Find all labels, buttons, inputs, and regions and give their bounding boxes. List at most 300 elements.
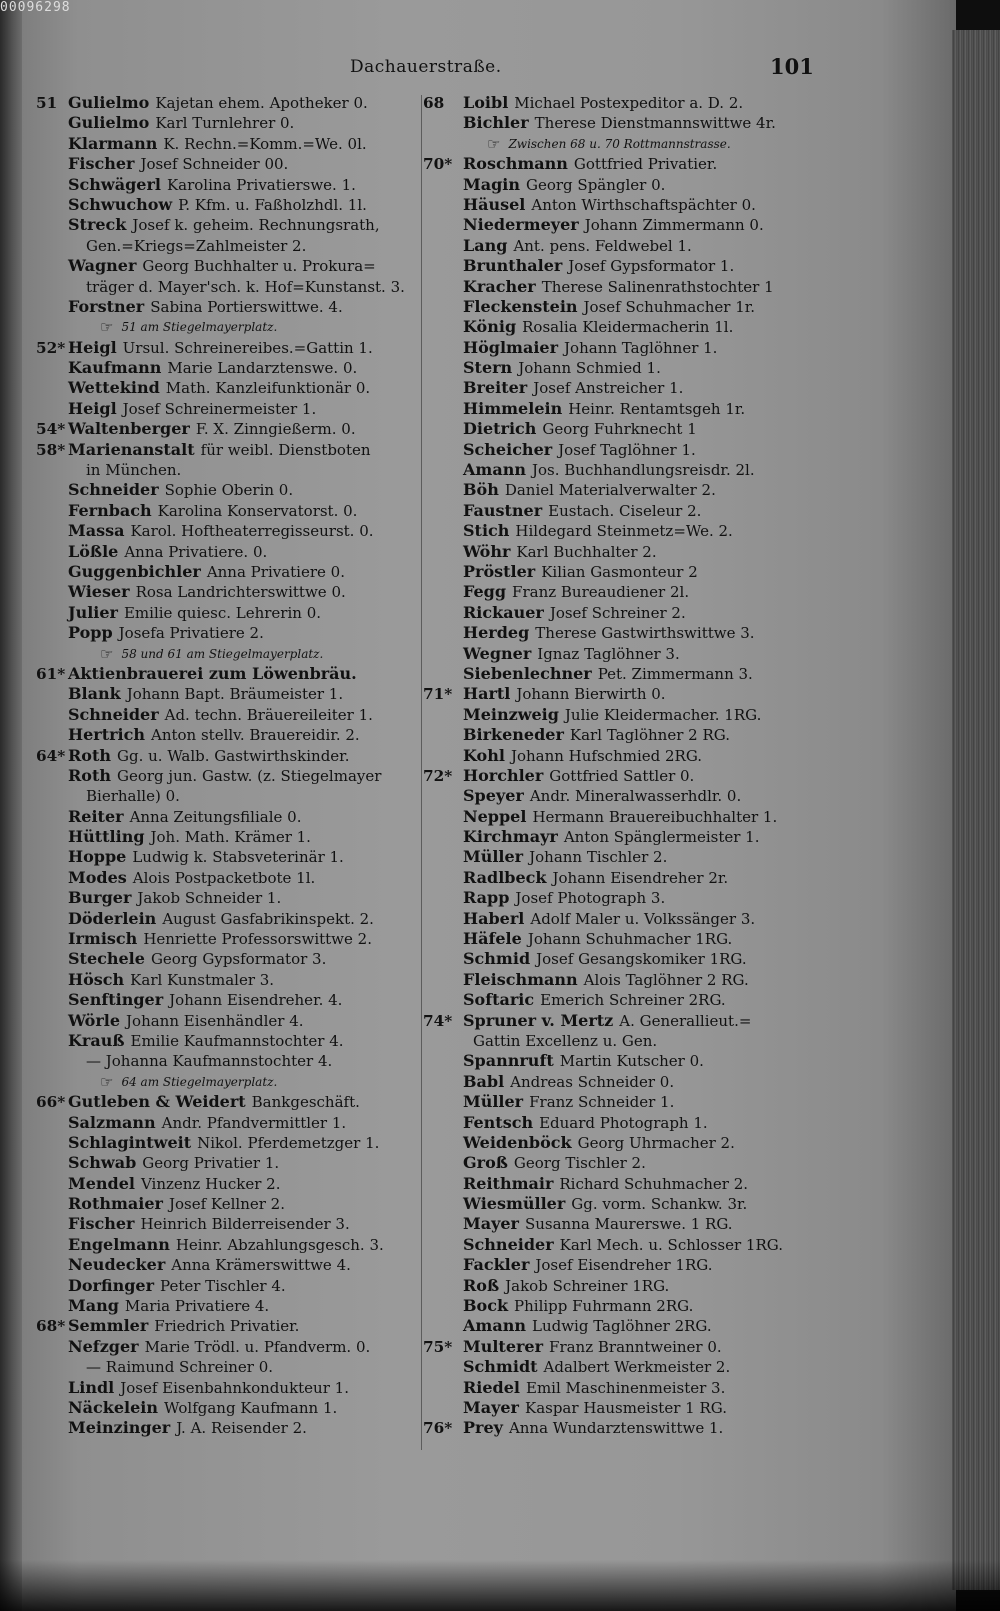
resident-surname: Klarmann (68, 133, 158, 153)
resident-details: August Gasfabrikinspekt. 2. (162, 909, 374, 928)
resident-details: Georg Gypsformator 3. (150, 950, 327, 969)
directory-entry (36, 888, 426, 908)
resident-surname: Haberl (463, 908, 525, 928)
directory-entry (36, 562, 426, 582)
resident-details: Gottfried Privatier. (573, 155, 718, 174)
resident-surname: Rickauer (463, 602, 544, 622)
resident-surname: Gulielmo (68, 113, 150, 133)
directory-entry (423, 501, 828, 521)
house-number: 76* (423, 1419, 453, 1438)
directory-entry (423, 562, 828, 582)
directory-entry (423, 277, 828, 297)
resident-details: Josef Schreinermeister 1. (122, 399, 317, 418)
resident-details: Karl Kunstmaler 3. (130, 970, 275, 989)
directory-entry (36, 1357, 426, 1377)
directory-entry (423, 195, 828, 215)
directory-entry (36, 338, 426, 358)
directory-entry (423, 154, 828, 174)
left-column (36, 93, 426, 1439)
directory-entry (36, 623, 426, 643)
cross-street-note (36, 1072, 426, 1092)
directory-entry (36, 1133, 426, 1153)
resident-details: Georg Privatier 1. (142, 1154, 280, 1173)
directory-entry (423, 297, 828, 317)
resident-surname: Birkeneder (463, 725, 564, 745)
resident-details: Georg jun. Gastw. (z. Stiegelmayer (117, 766, 382, 785)
resident-details: Susanna Maurerswe. 1 RG. (524, 1215, 733, 1234)
directory-entry (423, 909, 828, 929)
directory-entry (36, 1316, 426, 1336)
resident-surname: Wagner (68, 256, 137, 276)
directory-entry (423, 1214, 828, 1234)
resident-details: Karolina Konservatorst. 0. (157, 501, 358, 520)
resident-surname: Weidenböck (463, 1132, 572, 1152)
resident-details: Michael Postexpeditor a. D. 2. (514, 94, 744, 112)
resident-surname: Fleckenstein (463, 296, 578, 316)
directory-entry (423, 868, 828, 888)
resident-details: Josef Gypsformator 1. (568, 257, 735, 276)
resident-surname: Wörle (68, 1010, 121, 1030)
directory-entry (423, 113, 828, 133)
resident-details: Eustach. Ciseleur 2. (548, 501, 702, 520)
resident-surname: Dorfinger (68, 1275, 155, 1295)
directory-entry (423, 338, 828, 358)
resident-surname: Lang (463, 235, 508, 255)
resident-details: Kaspar Hausmeister 1 RG. (524, 1399, 727, 1417)
directory-entry (423, 1276, 828, 1296)
directory-entry (423, 807, 828, 827)
resident-surname: Herdeg (463, 623, 530, 643)
directory-entry (36, 236, 426, 256)
resident-details: Nikol. Pferdemetzger 1. (197, 1133, 380, 1152)
resident-details: Ad. techn. Bräuereileiter 1. (164, 705, 373, 724)
resident-details: A. Generallieut.= (619, 1011, 752, 1030)
resident-surname: Scheicher (463, 439, 553, 459)
right-column (423, 93, 828, 1439)
resident-surname: Fackler (463, 1255, 530, 1275)
directory-entry (423, 786, 828, 806)
resident-details: Friedrich Privatier. (154, 1317, 300, 1336)
resident-details: Sabina Portierswittwe. 4. (150, 297, 343, 316)
resident-surname: Schmidt (463, 1357, 538, 1377)
house-number: 68 (423, 94, 445, 112)
resident-details: — Johanna Kaufmannstochter 4. (86, 1052, 333, 1071)
resident-surname: Breiter (463, 378, 528, 398)
resident-surname: Rothmaier (68, 1194, 163, 1214)
resident-details: Kilian Gasmonteur 2 (541, 562, 698, 581)
directory-entry (423, 746, 828, 766)
resident-details: Julie Kleidermacher. 1RG. (564, 705, 762, 724)
directory-entry (423, 1357, 828, 1377)
resident-details: Emil Maschinenmeister 3. (526, 1378, 726, 1397)
resident-details: Anna Krämerswittwe 4. (171, 1256, 351, 1275)
house-number: 58* (36, 440, 66, 459)
resident-details: Johann Tischler 2. (529, 848, 668, 867)
directory-entry (36, 277, 426, 297)
resident-details: Alois Postpacketbote 1l. (132, 868, 316, 887)
resident-surname: Neppel (463, 806, 527, 826)
resident-details: Josef Schneider 00. (140, 155, 289, 174)
directory-entry (36, 1337, 426, 1357)
resident-surname: Loibl (463, 93, 509, 112)
resident-surname: Hartl (463, 684, 511, 704)
resident-details: Alois Taglöhner 2 RG. (583, 970, 749, 989)
resident-surname: Lindl (68, 1377, 115, 1397)
resident-details: Josef Photograph 3. (515, 889, 666, 908)
resident-details: Gg. vorm. Schankw. 3r. (571, 1195, 748, 1214)
resident-surname: Bichler (463, 113, 529, 133)
page-number: 101 (770, 54, 814, 79)
directory-entry (36, 1092, 426, 1112)
resident-details: Heinr. Abzahlungsgesch. 3. (175, 1235, 384, 1254)
resident-surname: Gutleben & Weidert (68, 1092, 246, 1112)
resident-details: Bankgeschäft. (251, 1093, 360, 1112)
directory-entry (36, 358, 426, 378)
directory-entry (423, 929, 828, 949)
resident-surname: Roth (68, 765, 111, 785)
resident-surname: König (463, 317, 517, 337)
resident-details: Jakob Schreiner 1RG. (505, 1276, 670, 1295)
resident-details: Josef Gesangskomiker 1RG. (536, 950, 747, 969)
resident-details: Johann Bierwirth 0. (516, 685, 666, 704)
resident-details: Anna Wundarztenswittwe 1. (508, 1419, 724, 1438)
resident-details: Joh. Math. Krämer 1. (150, 828, 311, 847)
pointing-hand-icon: ☞ (100, 1072, 114, 1091)
directory-entry (36, 256, 426, 276)
resident-surname: Dietrich (463, 419, 537, 439)
directory-entry (36, 440, 426, 460)
resident-details: Franz Branntweiner 0. (549, 1337, 722, 1356)
resident-details: Gattin Excellenz u. Gen. (473, 1031, 658, 1050)
resident-surname: Schmid (463, 949, 531, 969)
resident-details: Jakob Schneider 1. (137, 889, 282, 908)
previous-page-edge (0, 0, 22, 1611)
directory-entry (423, 1051, 828, 1071)
directory-entry (423, 684, 828, 704)
directory-entry (36, 419, 426, 439)
resident-surname: Meinzweig (463, 704, 559, 724)
directory-entry (423, 440, 828, 460)
resident-details: Vinzenz Hucker 2. (140, 1174, 281, 1193)
resident-surname: Meinzinger (68, 1418, 171, 1438)
resident-surname: Marienanstalt (68, 439, 195, 459)
directory-entry (423, 888, 828, 908)
resident-surname: Fleischmann (463, 969, 578, 989)
resident-details: F. X. Zinngießerm. 0. (195, 420, 356, 439)
resident-details: Josef Kellner 2. (168, 1195, 285, 1214)
resident-surname: Speyer (463, 786, 524, 806)
directory-entry (423, 1133, 828, 1153)
directory-entry (423, 725, 828, 745)
directory-entry (423, 460, 828, 480)
resident-surname: Wieser (68, 582, 130, 602)
directory-entry (423, 1255, 828, 1275)
resident-details: Karl Taglöhner 2 RG. (569, 726, 730, 745)
resident-details: P. Kfm. u. Faßholzhdl. 1l. (178, 195, 367, 214)
resident-surname: Irmisch (68, 929, 138, 949)
resident-details: Gottfried Sattler 0. (549, 766, 695, 785)
resident-surname: Wegner (463, 643, 532, 663)
directory-entry (36, 684, 426, 704)
directory-entry (36, 725, 426, 745)
house-number: 70* (423, 155, 453, 174)
resident-surname: Faustner (463, 500, 543, 520)
resident-details: Georg Spängler 0. (525, 175, 666, 194)
resident-details: Heinrich Bilderreisender 3. (140, 1215, 350, 1234)
resident-surname: Mayer (463, 1398, 519, 1417)
resident-details: Marie Trödl. u. Pfandverm. 0. (144, 1337, 371, 1356)
resident-surname: Aktienbrauerei zum Löwenbräu. (68, 663, 357, 683)
resident-surname: Groß (463, 1153, 508, 1173)
resident-details: Emilie Kaufmannstochter 4. (130, 1031, 344, 1050)
resident-surname: Näckelein (68, 1398, 158, 1417)
directory-entry (36, 501, 426, 521)
resident-surname: Kracher (463, 276, 536, 296)
directory-entry (423, 1092, 828, 1112)
resident-surname: Fischer (68, 154, 135, 174)
resident-surname: Radlbeck (463, 867, 547, 887)
directory-entry (36, 909, 426, 929)
directory-entry (36, 990, 426, 1010)
resident-surname: Schneider (68, 480, 159, 500)
resident-details: Anton stellv. Brauereidir. 2. (151, 726, 360, 745)
resident-surname: Roth (68, 745, 111, 765)
directory-entry (423, 1378, 828, 1398)
resident-details: J. A. Reisender 2. (176, 1419, 307, 1438)
resident-surname: Roschmann (463, 154, 568, 174)
pointing-hand-icon: ☞ (487, 134, 501, 153)
resident-surname: Modes (68, 867, 127, 887)
resident-details: Anna Privatiere. 0. (124, 542, 268, 561)
resident-details: K. Rechn.=Komm.=We. 0l. (163, 134, 367, 153)
directory-entry (423, 827, 828, 847)
resident-details: Hermann Brauereibuchhalter 1. (532, 807, 778, 826)
pointing-hand-icon: ☞ (100, 318, 114, 337)
directory-entry (36, 399, 426, 419)
resident-details: Andreas Schneider 0. (510, 1072, 675, 1091)
resident-surname: Julier (68, 602, 118, 622)
resident-surname: Heigl (68, 337, 117, 357)
directory-entry (423, 317, 828, 337)
resident-surname: Schwägerl (68, 174, 161, 194)
resident-surname: Babl (463, 1071, 505, 1091)
directory-entry (36, 970, 426, 990)
resident-details: Pet. Zimmermann 3. (597, 664, 753, 683)
directory-entry (423, 480, 828, 500)
directory-entry (36, 542, 426, 562)
resident-details: Josef Schuhmacher 1r. (583, 297, 756, 316)
directory-entry (36, 786, 426, 806)
directory-entry (36, 949, 426, 969)
directory-entry (36, 175, 426, 195)
resident-surname: Amann (463, 460, 526, 480)
resident-surname: Guggenbichler (68, 561, 201, 581)
note-text: 64 am Stiegelmayerplatz. (121, 1074, 278, 1089)
resident-surname: Schwab (68, 1153, 137, 1173)
resident-surname: Amann (463, 1316, 526, 1336)
directory-entry (423, 1235, 828, 1255)
directory-entry (36, 603, 426, 623)
directory-entry (36, 521, 426, 541)
directory-entry (423, 1398, 828, 1418)
resident-details: Johann Schmied 1. (518, 359, 661, 378)
resident-details: Johann Schuhmacher 1RG. (527, 930, 733, 949)
resident-details: Henriette Professorswittwe 2. (143, 930, 372, 949)
directory-entry (36, 1153, 426, 1173)
directory-entry (423, 1153, 828, 1173)
resident-details: Josef Anstreicher 1. (533, 379, 684, 398)
directory-entry (36, 582, 426, 602)
resident-surname: Kohl (463, 745, 505, 765)
resident-details: Josef Schreiner 2. (549, 603, 686, 622)
directory-entry (36, 134, 426, 154)
directory-entry (423, 644, 828, 664)
resident-surname: Forstner (68, 296, 145, 316)
resident-details: Johann Taglöhner 1. (564, 338, 718, 357)
resident-details: Anton Wirthschaftspächter 0. (531, 195, 756, 214)
resident-details: Anton Spänglermeister 1. (563, 828, 760, 847)
directory-entry (423, 990, 828, 1010)
resident-surname: Krauß (68, 1030, 125, 1050)
directory-entry (36, 460, 426, 480)
directory-entry (423, 1011, 828, 1031)
resident-surname: Höglmaier (463, 337, 559, 357)
resident-surname: Lößle (68, 541, 119, 561)
directory-entry (423, 1418, 828, 1438)
directory-entry (423, 521, 828, 541)
resident-surname: Reiter (68, 806, 124, 826)
directory-entry (36, 1113, 426, 1133)
directory-entry (423, 847, 828, 867)
resident-surname: Salzmann (68, 1112, 156, 1132)
resident-surname: Popp (68, 623, 113, 643)
directory-entry (423, 1113, 828, 1133)
resident-details: Heinr. Rentamtsgeh 1r. (568, 399, 746, 418)
resident-details: Jos. Buchhandlungsreisdr. 2l. (531, 461, 755, 480)
resident-details: Johann Eisenhändler 4. (126, 1011, 304, 1030)
resident-surname: Streck (68, 215, 127, 235)
resident-details: Therese Dienstmannswittwe 4r. (534, 114, 776, 133)
resident-surname: Magin (463, 174, 520, 194)
directory-entry (36, 868, 426, 888)
resident-details: Karolina Privatierswe. 1. (166, 175, 356, 194)
resident-details: Georg Fuhrknecht 1 (542, 420, 697, 439)
resident-surname: Böh (463, 480, 499, 500)
resident-surname: Massa (68, 521, 125, 541)
note-text: 58 und 61 am Stiegelmayerplatz. (121, 646, 324, 661)
resident-surname: Waltenberger (68, 419, 190, 439)
resident-details: Philipp Fuhrmann 2RG. (514, 1297, 694, 1316)
resident-surname: Mang (68, 1296, 119, 1316)
directory-entry (36, 154, 426, 174)
resident-details: Franz Schneider 1. (529, 1093, 675, 1112)
directory-entry (423, 93, 828, 113)
resident-details: Gen.=Kriegs=Zahlmeister 2. (86, 236, 307, 255)
resident-surname: Stich (463, 521, 510, 541)
house-number: 64* (36, 746, 66, 765)
resident-details: Josef Eisendreher 1RG. (535, 1256, 713, 1275)
house-number: 66* (36, 1093, 66, 1112)
resident-surname: Pröstler (463, 561, 536, 581)
resident-surname: Hösch (68, 969, 125, 989)
resident-details: Ant. pens. Feldwebel 1. (513, 236, 692, 255)
resident-surname: Stechele (68, 949, 145, 969)
directory-entry (423, 623, 828, 643)
resident-details: Karl Buchhalter 2. (516, 542, 657, 561)
resident-surname: Häusel (463, 194, 526, 214)
house-number: 54* (36, 420, 66, 439)
resident-surname: Döderlein (68, 908, 157, 928)
resident-details: Emerich Schreiner 2RG. (540, 991, 726, 1010)
resident-surname: Spruner v. Mertz (463, 1010, 614, 1030)
directory-entry (36, 1031, 426, 1051)
resident-surname: Blank (68, 684, 121, 704)
directory-entry (423, 1316, 828, 1336)
directory-entry (423, 542, 828, 562)
resident-surname: Rapp (463, 888, 510, 908)
directory-entry (36, 705, 426, 725)
house-number: 71* (423, 685, 453, 704)
directory-entry (423, 1072, 828, 1092)
resident-details: Karol. Hoftheaterregisseurst. 0. (130, 522, 374, 541)
resident-details: Karl Mech. u. Schlosser 1RG. (559, 1235, 783, 1254)
directory-entry (36, 93, 426, 113)
resident-surname: Fegg (463, 582, 507, 602)
resident-details: Anna Zeitungsfiliale 0. (129, 807, 302, 826)
directory-entry (36, 1235, 426, 1255)
directory-entry (36, 1296, 426, 1316)
directory-entry (423, 1031, 828, 1051)
resident-details: Ignaz Taglöhner 3. (537, 644, 680, 663)
resident-details: träger d. Mayer'sch. k. Hof=Kunstanst. 3. (86, 277, 405, 296)
resident-surname: Bock (463, 1296, 509, 1316)
directory-entry (36, 1418, 426, 1438)
directory-entry (423, 1174, 828, 1194)
resident-details: Rosalia Kleidermacherin 1l. (522, 318, 734, 337)
directory-entry (423, 705, 828, 725)
resident-details: Kajetan ehem. Apotheker 0. (155, 94, 368, 112)
house-number: 51 (36, 94, 58, 112)
directory-entry (36, 215, 426, 235)
pointing-hand-icon: ☞ (100, 644, 114, 663)
resident-surname: Softaric (463, 990, 535, 1010)
directory-entry (423, 175, 828, 195)
resident-surname: Fernbach (68, 500, 152, 520)
resident-details: für weibl. Dienstboten (200, 440, 371, 459)
resident-details: Bierhalle) 0. (86, 787, 180, 806)
resident-details: Johann Eisendreher. 4. (169, 991, 343, 1010)
resident-details: Peter Tischler 4. (160, 1276, 286, 1295)
resident-details: Franz Bureaudiener 2l. (512, 583, 690, 602)
street-heading: Dachauerstraße. (350, 57, 502, 77)
resident-details: Andr. Mineralwasserhdlr. 0. (529, 787, 742, 806)
resident-surname: Semmler (68, 1316, 149, 1336)
resident-surname: Gulielmo (68, 93, 150, 112)
house-number: 68* (36, 1317, 66, 1336)
resident-details: Josef Taglöhner 1. (558, 440, 696, 459)
resident-details: Rosa Landrichterswittwe 0. (135, 583, 346, 602)
resident-surname: Müller (463, 1092, 524, 1112)
scan-id: 00096298 (0, 0, 71, 15)
resident-details: Eduard Photograph 1. (539, 1113, 708, 1132)
resident-surname: Kirchmayr (463, 827, 558, 847)
directory-entry (36, 807, 426, 827)
resident-details: Ludwig k. Stabsveterinär 1. (132, 848, 344, 867)
resident-details: Hildegard Steinmetz=We. 2. (515, 522, 733, 541)
directory-entry (36, 1276, 426, 1296)
directory-entry (36, 1011, 426, 1031)
house-number: 75* (423, 1337, 453, 1356)
